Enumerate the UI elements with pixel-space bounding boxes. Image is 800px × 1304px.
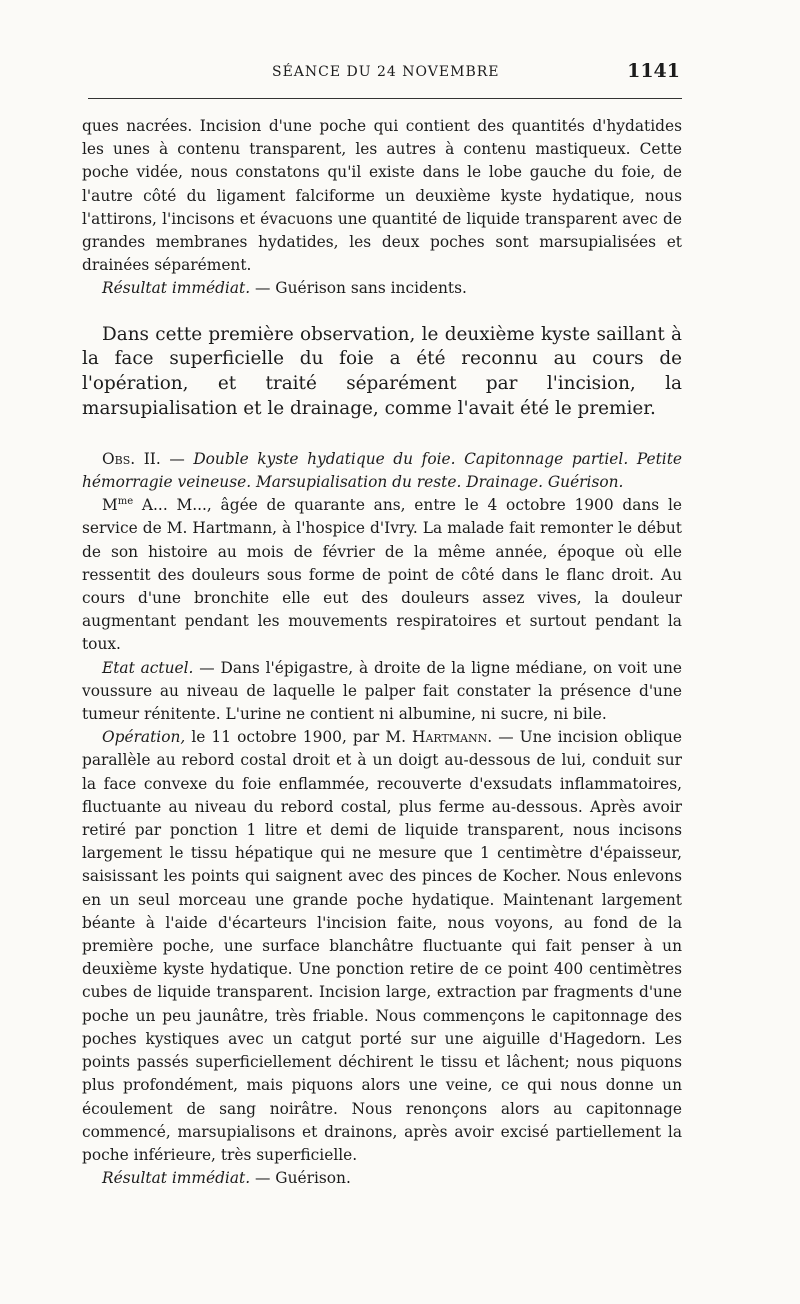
obs1-result-text: — Guérison sans incidents. bbox=[250, 279, 467, 298]
obs2-patient bbox=[82, 494, 682, 656]
obs2-operation bbox=[82, 726, 682, 1167]
header-title: SÉANCE DU 24 NOVEMBRE bbox=[272, 64, 500, 80]
obs2-title: Double kyste hydatique du foie. Capitonnage partiel. Petite hémorragie veineuse. Marsupialisation du reste. Drainage. Guérison. bbox=[82, 449, 682, 492]
etat-text: — Dans l'épigastre, à droite de la ligne médiane, on voit une voussure au niveau de laquelle le palper fait constater la présence d'une tumeur rénitente. L'urine ne contient ni albumine, ni sucre, ni bile. bbox=[82, 658, 682, 724]
obs2-label: Obs. II. bbox=[102, 449, 161, 468]
operation-text: . — Une incision oblique parallèle au rebord costal droit et à un doigt au-dessous de lui, conduit sur la face convexe du foie enflammée, recouverte d'exsudats inflammatoires, fluctuante au niveau du rebord costal, plus ferme au-dessous. Après avoir retiré par ponction 1 litre et demi de liquide transparent, nous incisons largement le tissu hépatique qui ne mesure que 1 centimètre d'épaisseur, saisissant les points qui saignent avec des pinces de Kocher. Nous enlevons en un seul morceau une grande poche hydatique. Maintenant largement béante à l'aide d'écarteurs l'incision faite, nous voyons, au fond de la première poche, une surface blanchâtre fluctuante qui fait penser à un deuxième kyste hydatique. Une ponction retire de ce point 400 centimètres cubes de liquide transparent. Incision large, extraction par fragments d'une poche un peu jaunâtre, très friable. Nous commençons le capitonnage des poches kystiques avec un catgut porté sur une aiguille d'Hagedorn. Les points passés superficiellement déchirent le tissu et lâchent; nous piquons plus profondément, mais piquons alors une veine, ce qui nous donne un écoulement de sang noirâtre. Nous renonçons alors au capitonnage commencé, marsupialisons et drainons, après avoir excisé partiellement la poche inférieure, très superficielle. bbox=[82, 728, 682, 1164]
obs1-continuation: ques nacrées. Incision d'une poche qui contient des quantités d'hydatides les unes à contenu transparent, les autres à contenu mastiqueux. Cette poche vidée, nous constatons qu'il existe dans le lobe gauche du foie, de l'autre côté du ligament falciforme un deuxième kyste hydatique, nous l'attirons, l'incisons et évacuons une quantité de liquide transparent avec de grandes membranes hydatides, les deux poches sont marsupialisées et drainées séparément. bbox=[82, 117, 682, 275]
obs2-dash: — bbox=[160, 449, 194, 468]
operation-surgeon: Hartmann bbox=[412, 728, 488, 747]
obs2-result bbox=[82, 1167, 682, 1190]
patient-title-sup: me bbox=[117, 496, 134, 508]
page-number: 1141 bbox=[627, 60, 680, 82]
running-header bbox=[82, 60, 682, 90]
etat-label: Etat actuel. bbox=[102, 658, 194, 677]
obs1-result bbox=[82, 277, 682, 300]
patient-text: A... M..., âgée de quarante ans, entre le 4 octobre 1900 dans le service de M. Hartmann, à l'hospice d'Ivry. La malade fait remonter le début de son histoire au mois de février de la même année, époque où elle ressentit des douleurs sous forme de point de côté dans le flanc droit. Au cours d'une bronchite elle eut des douleurs assez vives, la douleur augmentant pendant les mouvements respiratoires et surtout pendant la toux. bbox=[82, 496, 682, 654]
commentary-paragraph: Dans cette première observation, le deuxième kyste saillant à la face superficielle du foie a été reconnu au cours de l'opération, et traité séparément par l'incision, la marsupialisation et le drainage, comme l'avait été le premier. bbox=[82, 323, 682, 420]
obs2-result-text: — Guérison. bbox=[250, 1169, 351, 1188]
page-body bbox=[82, 115, 682, 1190]
operation-date: le 11 octobre 1900, par M. bbox=[185, 728, 413, 747]
operation-label: Opération, bbox=[102, 728, 186, 747]
obs2-result-label: Résultat immédiat. bbox=[102, 1169, 251, 1188]
obs1-result-label: Résultat immédiat. bbox=[102, 279, 251, 298]
header-rule bbox=[88, 98, 682, 99]
obs2-etat bbox=[82, 657, 682, 727]
patient-title-m: M bbox=[102, 496, 118, 515]
obs2-heading bbox=[82, 448, 682, 494]
